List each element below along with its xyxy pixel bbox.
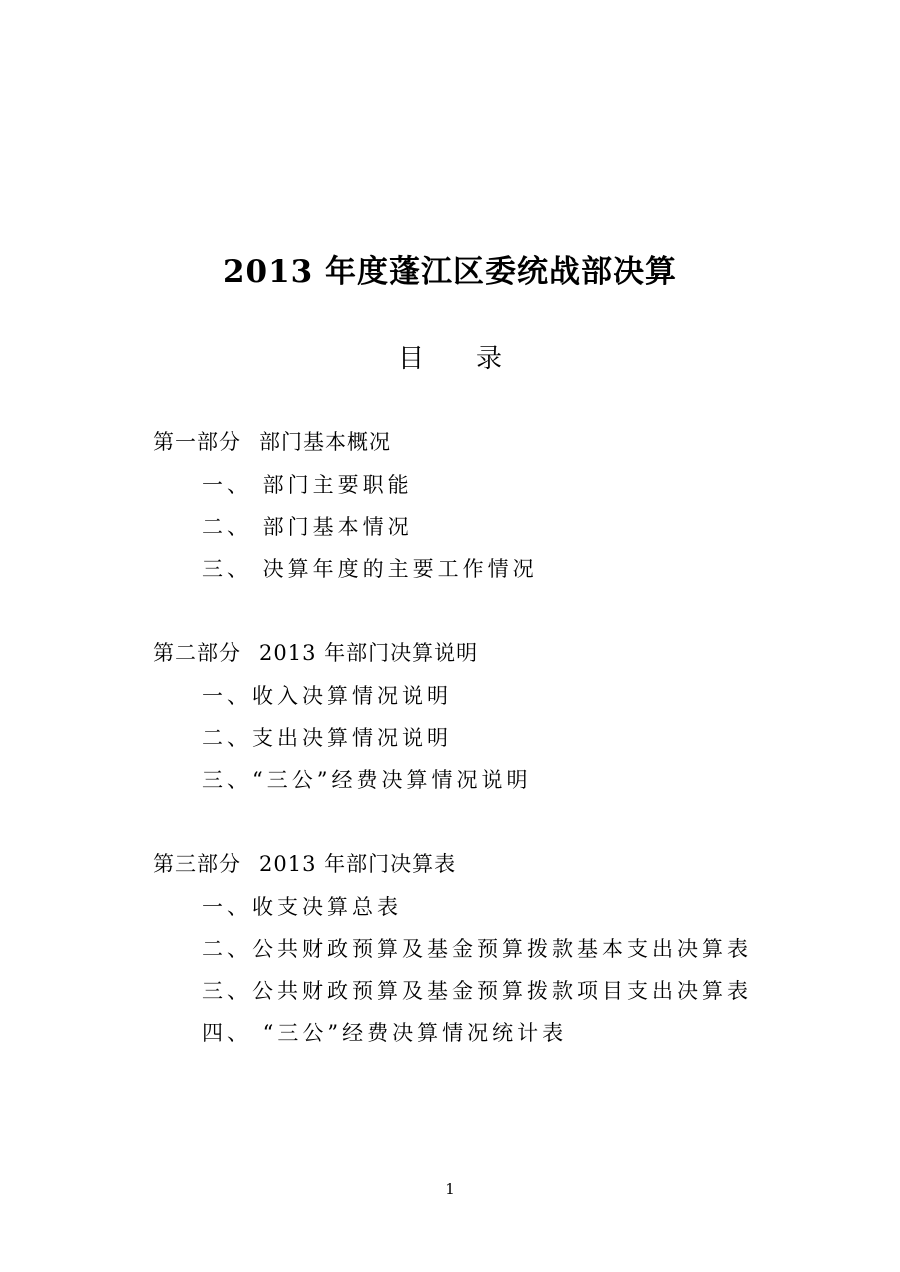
toc-title: 目录 xyxy=(397,344,554,374)
part-title: 2013 年部门决算表 xyxy=(259,852,457,876)
toc-item[interactable]: 二、公共财政预算及基金预算拨款基本支出决算表 xyxy=(202,937,752,961)
toc-item[interactable]: 二、支出决算情况说明 xyxy=(202,726,452,750)
toc-item[interactable]: 三、 决算年度的主要工作情况 xyxy=(202,557,538,581)
toc-item[interactable]: 一、 部门主要职能 xyxy=(202,473,413,497)
toc-item[interactable]: 三、“三公”经费决算情况说明 xyxy=(202,768,532,792)
part-title: 部门基本概况 xyxy=(259,430,391,454)
part-label: 第二部分 xyxy=(153,641,241,665)
page-number: 1 xyxy=(445,1180,455,1198)
toc-item[interactable]: 二、 部门基本情况 xyxy=(202,515,413,539)
toc-item[interactable]: 四、 “三公”经费决算情况统计表 xyxy=(202,1021,568,1045)
part-heading-2[interactable] xyxy=(153,637,478,667)
toc-item[interactable]: 一、收入决算情况说明 xyxy=(202,684,452,708)
part-label: 第一部分 xyxy=(153,430,241,454)
part-heading-3[interactable] xyxy=(153,848,456,878)
part-heading-1[interactable] xyxy=(153,426,391,456)
part-title: 2013 年部门决算说明 xyxy=(259,641,479,665)
part-label: 第三部分 xyxy=(153,852,241,876)
page-title: 2013 年度蓬江区委统战部决算 xyxy=(222,254,678,290)
toc-item[interactable]: 一、收支决算总表 xyxy=(202,895,402,919)
toc-item[interactable]: 三、公共财政预算及基金预算拨款项目支出决算表 xyxy=(202,979,752,1003)
